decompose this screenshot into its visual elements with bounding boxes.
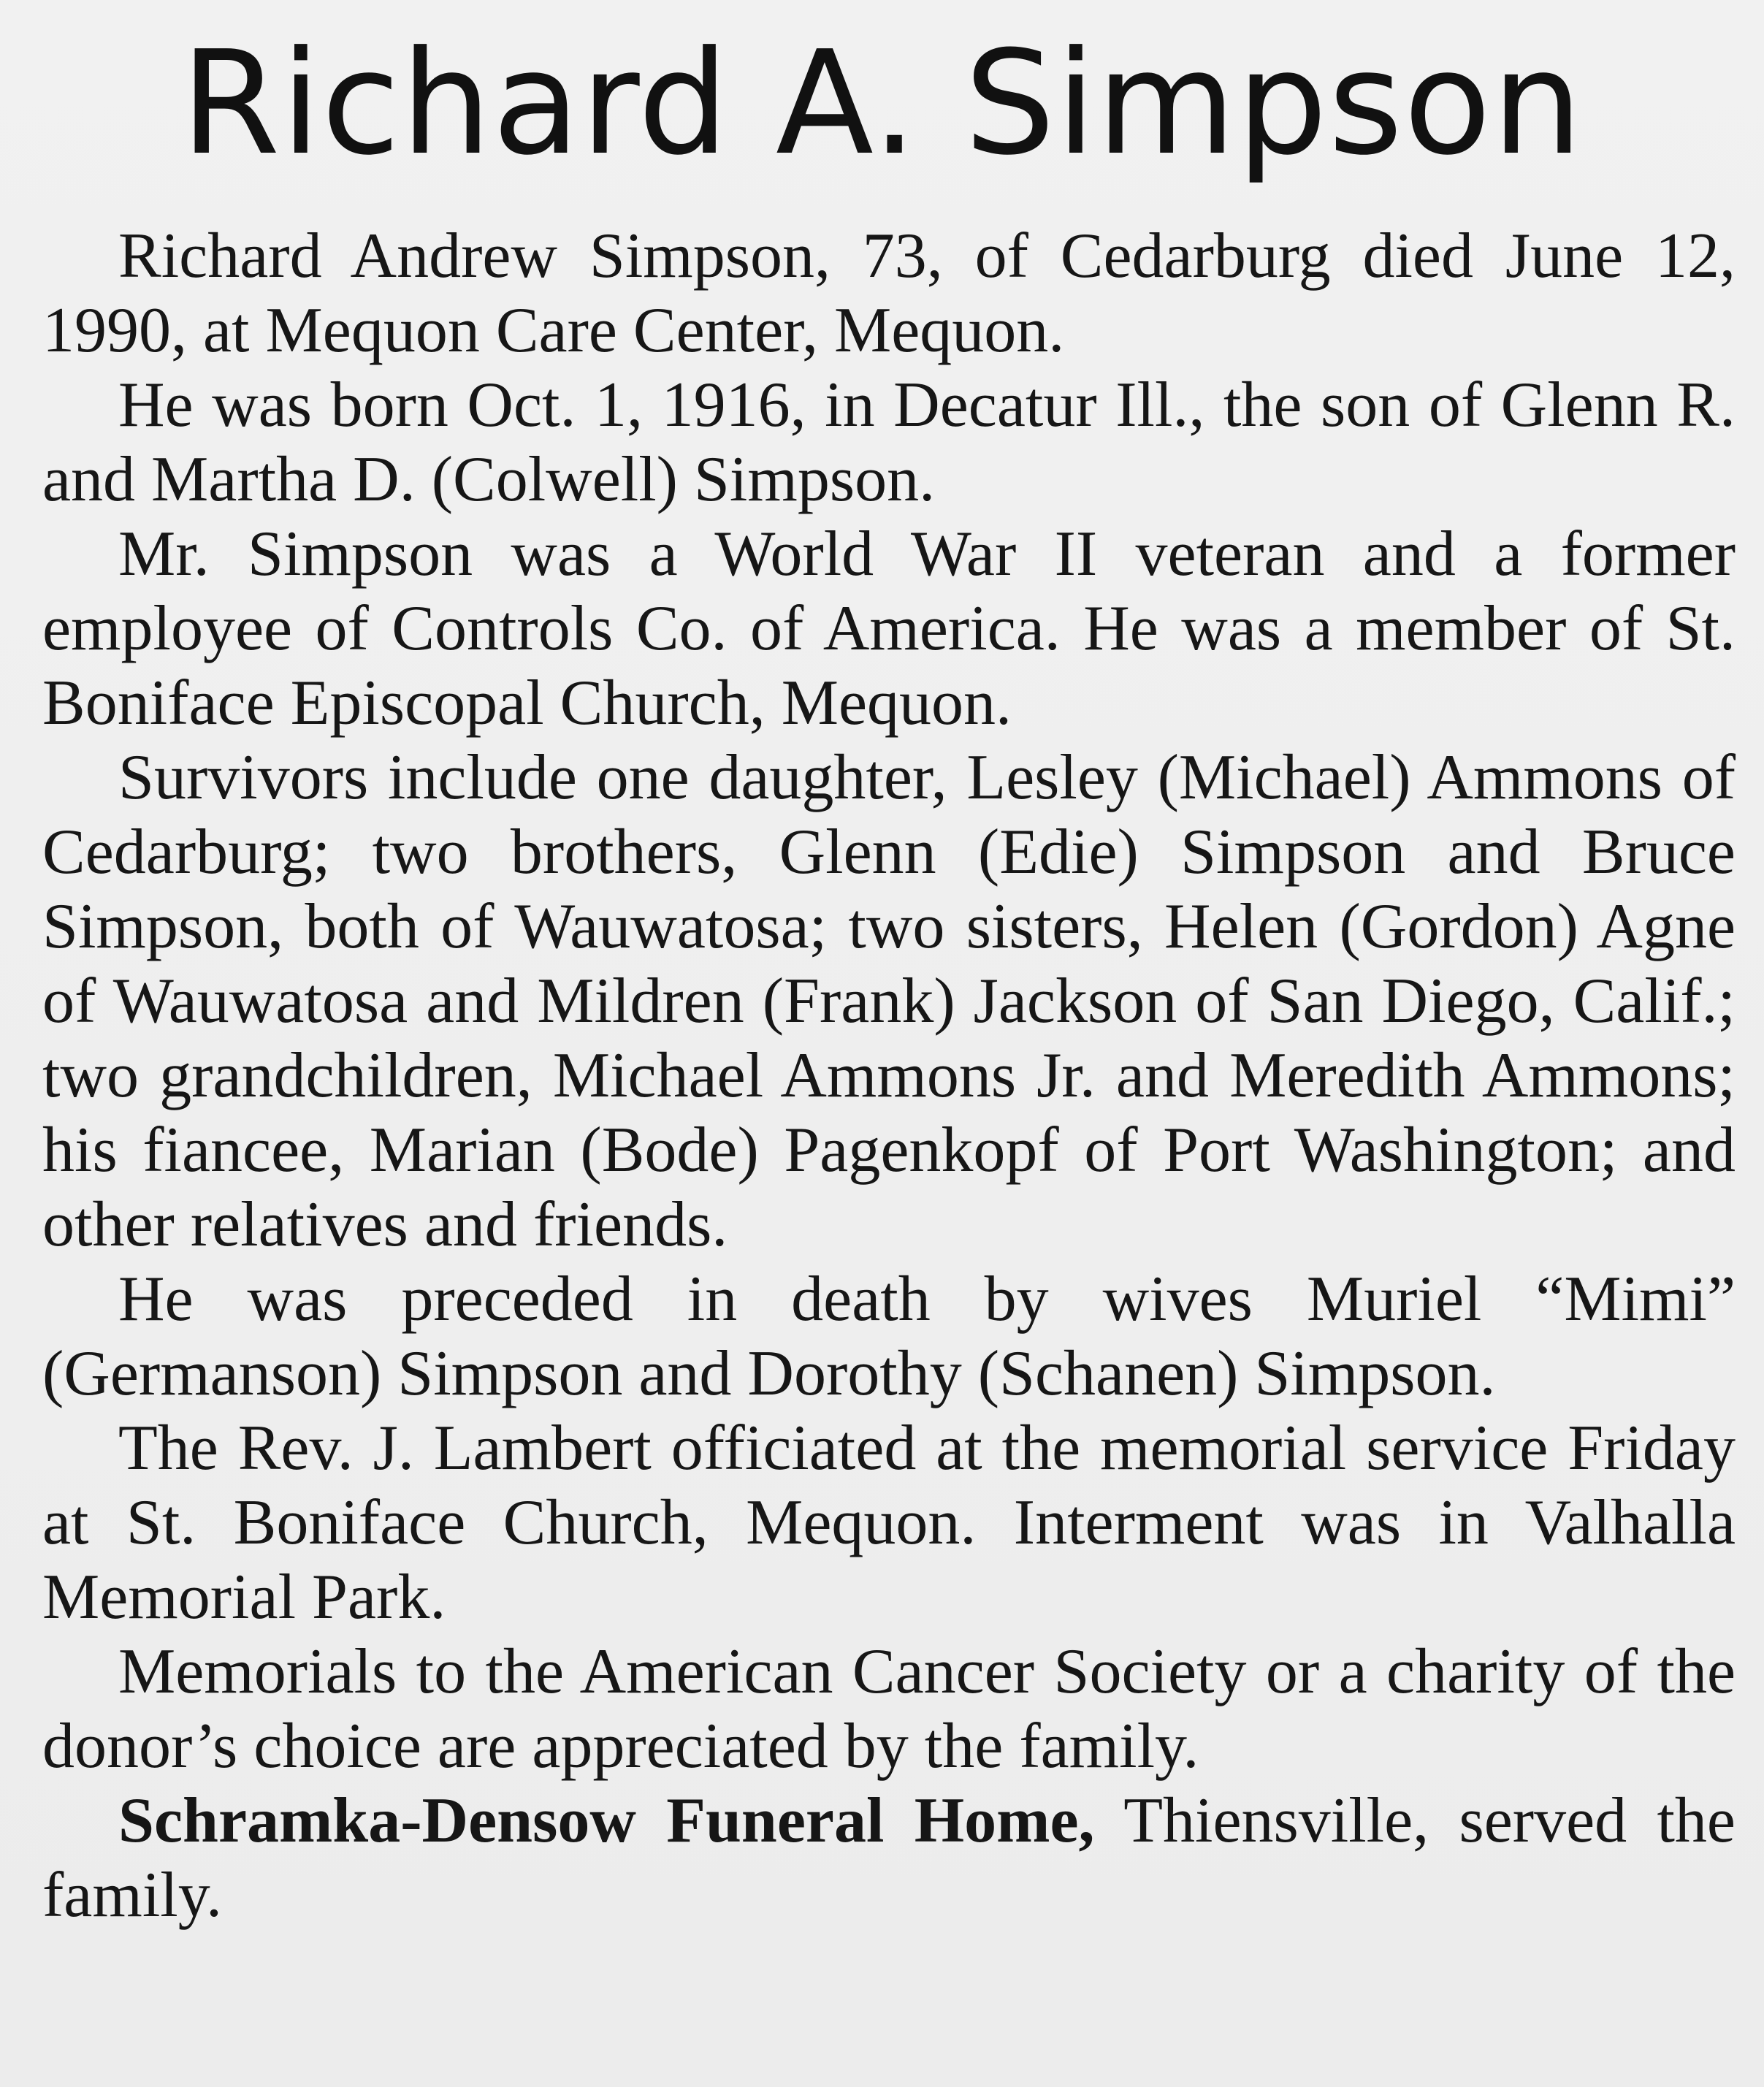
obituary-paragraph-service: The Rev. J. Lambert officiated at the memorial service Friday at St. Boniface Church, Mequon. Interment was in Valhalla Memorial Park.	[42, 1413, 1736, 1633]
obituary-paragraph-death: Richard Andrew Simpson, 73, of Cedarburg died June 12, 1990, at Mequon Care Center, Mequon.	[42, 221, 1736, 366]
obituary-paragraph-memorials: Memorials to the American Cancer Society or a charity of the donor’s choice are appreciated by the family.	[42, 1636, 1736, 1782]
obituary-headline: Richard A. Simpson	[180, 20, 1584, 187]
obituary-paragraph-birth: He was born Oct. 1, 1916, in Decatur Ill., the son of Glenn R. and Martha D. (Colwell) Simpson.	[42, 370, 1736, 515]
funeral-home-closing: Thiensville, served the family.	[42, 1785, 1736, 1931]
obituary-paragraph-career: Mr. Simpson was a World War II veteran and a former employee of Controls Co. of America. He was a member of St. Boniface Episcopal Church, Mequon.	[42, 519, 1736, 739]
obituary-paragraph-survivors: Survivors include one daughter, Lesley (Michael) Ammons of Cedarburg; two brothers, Glenn (Edie) Simpson and Bruce Simpson, both of Wauwatosa; two sisters, Helen (Gordon) Agne of Wauwatosa and Mildren (Frank) Jackson of San Diego, Calif.; two grandchildren, Michael Ammons Jr. and Meredith Ammons; his fiancee, Marian (Bode) Pagenkopf of Port Washington; and other relatives and friends.	[42, 742, 1736, 1260]
obituary-paragraph-preceded: He was preceded in death by wives Muriel “Mimi” (Germanson) Simpson and Dorothy (Schanen) Simpson.	[42, 1264, 1736, 1409]
funeral-home-name: Schramka-Densow Funeral Home,	[118, 1785, 1095, 1856]
obituary-paragraph-funeral-home	[42, 1784, 1736, 1933]
obituary-body	[42, 219, 1736, 1933]
